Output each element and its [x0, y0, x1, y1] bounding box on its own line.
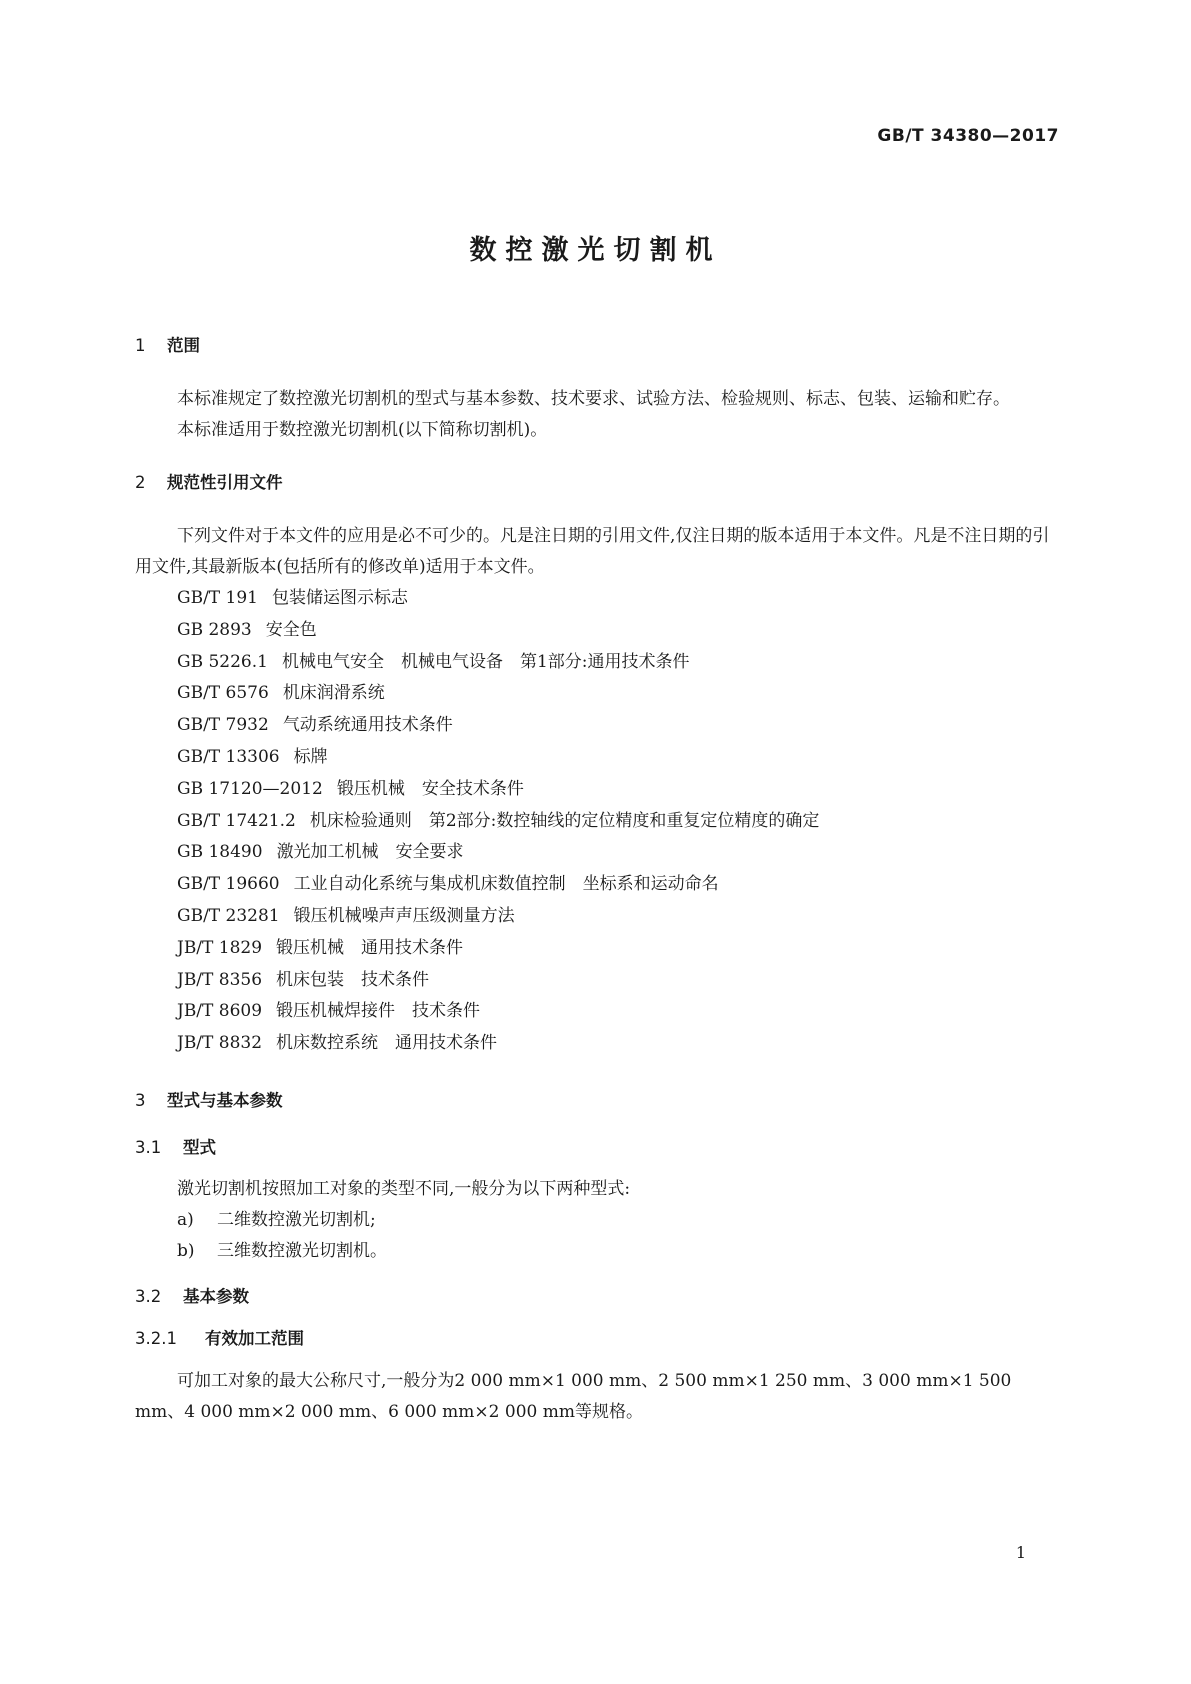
section-number: 3: [135, 1090, 146, 1110]
list-item: [135, 1236, 1060, 1267]
reference-title: 锻压机械 通用技术条件: [276, 937, 464, 958]
reference-item: [135, 678, 1060, 710]
reference-code: GB 5226.1: [177, 651, 268, 672]
paragraph: 可加工对象的最大公称尺寸,一般分为2 000 mm×1 000 mm、2 500 mm×1 250 mm、3 000 mm×1 500 mm、4 000 mm×2 000 mm、6 000 mm×2 000 mm等规格。: [135, 1370, 1012, 1422]
reference-item: [135, 901, 1060, 933]
reference-code: GB 18490: [177, 842, 263, 863]
reference-item: [135, 806, 1060, 838]
reference-code: JB/T 8609: [177, 1001, 263, 1022]
list-item: [135, 1205, 1060, 1236]
reference-item: [135, 583, 1060, 615]
document-title: 数控激光切割机: [469, 235, 722, 266]
reference-title: 机械电气安全 机械电气设备 第1部分:通用技术条件: [281, 651, 690, 672]
section-title: 型式与基本参数: [167, 1090, 283, 1110]
paragraph: 激光切割机按照加工对象的类型不同,一般分为以下两种型式:: [177, 1178, 631, 1199]
reference-item: [135, 742, 1060, 774]
reference-code: GB/T 17421.2: [177, 810, 296, 831]
reference-title: 工业自动化系统与集成机床数值控制 坐标系和运动命名: [293, 874, 719, 895]
reference-code: GB 2893: [177, 619, 252, 640]
reference-title: 机床包装 技术条件: [276, 969, 430, 990]
reference-title: 锻压机械 安全技术条件: [336, 778, 524, 799]
reference-item: [135, 869, 1060, 901]
reference-title: 机床数控系统 通用技术条件: [276, 1033, 498, 1054]
reference-item: [135, 965, 1060, 997]
reference-code: JB/T 1829: [177, 937, 263, 958]
section-3-heading: [135, 1089, 1060, 1113]
reference-item: [135, 774, 1060, 806]
list-label: a): [177, 1209, 194, 1230]
reference-item: [135, 647, 1060, 679]
page-number: 1: [1015, 1543, 1026, 1562]
document-body: [135, 334, 1060, 1428]
reference-title: 机床润滑系统: [282, 683, 385, 704]
reference-item: [135, 996, 1060, 1028]
list-text: 二维数控激光切割机;: [217, 1209, 376, 1230]
section-number: 1: [135, 336, 146, 355]
reference-title: 激光加工机械 安全要求: [276, 842, 464, 863]
reference-item: [135, 837, 1060, 869]
standard-number: GB/T 34380—2017: [877, 126, 1059, 146]
section-title: 基本参数: [183, 1286, 249, 1306]
reference-code: GB/T 23281: [177, 905, 280, 926]
section-title: 有效加工范围: [205, 1328, 304, 1348]
section-title: 型式: [183, 1137, 216, 1157]
section-3-2-1-heading: [135, 1327, 1060, 1351]
section-3-2-heading: [135, 1285, 1060, 1309]
reference-title: 锻压机械噪声声压级测量方法: [293, 905, 515, 926]
section-number: 3.1: [135, 1137, 162, 1157]
section-number: 3.2: [135, 1286, 162, 1306]
reference-item: [135, 615, 1060, 647]
paragraph: 本标准适用于数控激光切割机(以下简称切割机)。: [177, 420, 548, 440]
reference-code: GB/T 13306: [177, 746, 280, 767]
paragraph: 下列文件对于本文件的应用是必不可少的。凡是注日期的引用文件,仅注日期的版本适用于本文件。凡是不注日期的引用文件,其最新版本(包括所有的修改单)适用于本文件。: [135, 526, 1050, 577]
reference-item: [135, 1028, 1060, 1060]
section-title: 规范性引用文件: [167, 473, 283, 492]
reference-item: [135, 710, 1060, 742]
reference-code: GB/T 6576: [177, 683, 269, 704]
section-1-heading: [135, 334, 1060, 358]
reference-code: GB 17120—2012: [177, 778, 323, 799]
reference-title: 气动系统通用技术条件: [282, 715, 453, 736]
reference-code: GB/T 7932: [177, 715, 269, 736]
list-text: 三维数控激光切割机。: [217, 1240, 387, 1261]
reference-title: 包装储运图示标志: [272, 588, 408, 608]
reference-title: 标牌: [293, 746, 328, 767]
reference-title: 机床检验通则 第2部分:数控轴线的定位精度和重复定位精度的确定: [309, 810, 820, 831]
section-number: 2: [135, 473, 146, 492]
reference-item: [135, 933, 1060, 965]
reference-title: 锻压机械焊接件 技术条件: [276, 1001, 481, 1022]
list-label: b): [177, 1240, 195, 1261]
section-3-1-heading: [135, 1136, 1060, 1160]
paragraph: 本标准规定了数控激光切割机的型式与基本参数、技术要求、试验方法、检验规则、标志、包装、运输和贮存。: [177, 389, 1010, 409]
reference-code: GB/T 19660: [177, 874, 280, 895]
section-2-heading: [135, 471, 1060, 495]
reference-list: [135, 583, 1060, 1060]
section-title: 范围: [167, 336, 200, 355]
reference-code: JB/T 8356: [177, 969, 263, 990]
section-number: 3.2.1: [135, 1328, 177, 1348]
reference-code: GB/T 191: [177, 588, 258, 608]
reference-title: 安全色: [265, 619, 317, 640]
reference-code: JB/T 8832: [177, 1033, 263, 1054]
